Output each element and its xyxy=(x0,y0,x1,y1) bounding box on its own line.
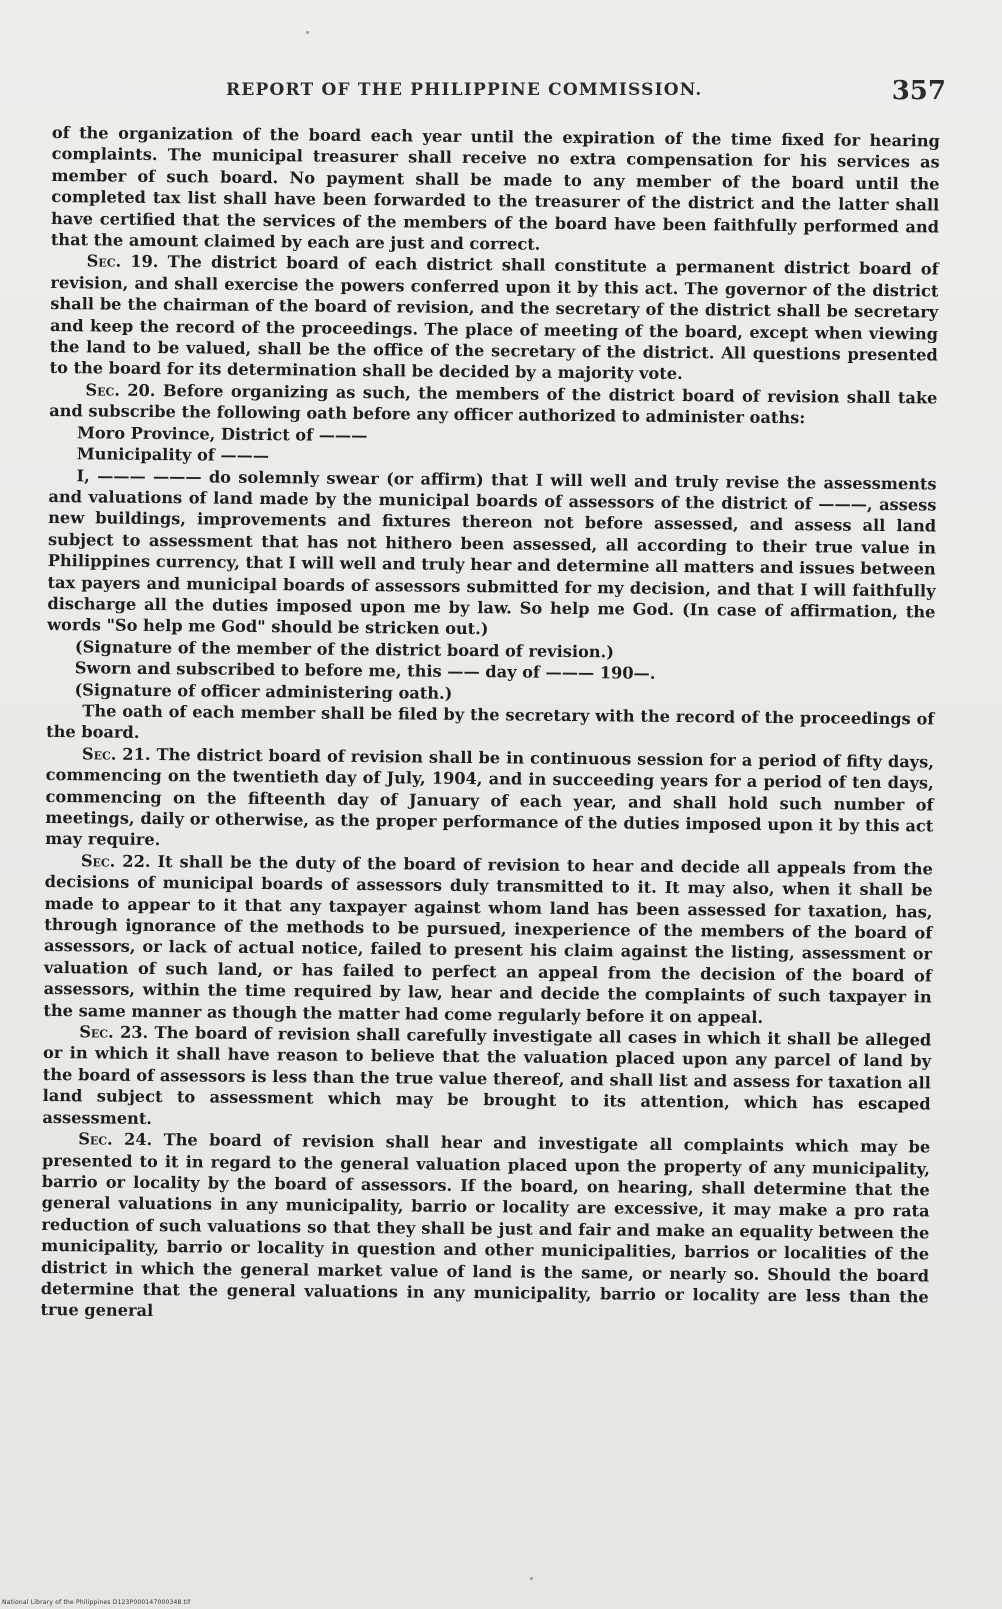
section-label: Sec. 23. xyxy=(79,1022,149,1043)
oath-form-province: Moro Province, District of ——— xyxy=(76,422,368,445)
oath-form-municipality: Municipality of ——— xyxy=(76,444,270,466)
section-text: The district board of each district shall constitute a permanent district board of revision, and shall exercise the powers conferred upon it by this act. The governor of the district shall be the chairman of the board of revision, and the secretary of the district shall be secretary and keep the record of the proceedings. The place of meeting of the board, except when viewing the land to be valued, shall be the office of the secretary of the district. All questions presented to the board for its determination shall be decided by a majority vote. xyxy=(49,252,939,384)
section-19 xyxy=(50,250,939,387)
signature-officer: (Signature of officer administering oath.) xyxy=(74,679,453,703)
scan-source-footer: National Library of the Philippines D123P000147000348.tif xyxy=(2,1599,191,1606)
oath-filing: The oath of each member shall be filed by the secretary with the record of the proceedings of the board. xyxy=(46,701,935,743)
section-label: Sec. 24. xyxy=(78,1129,153,1150)
scan-speck xyxy=(530,1577,533,1580)
page-header xyxy=(226,76,946,110)
signature-member: (Signature of the member of the district board of revision.) xyxy=(74,636,615,662)
section-21 xyxy=(45,743,934,859)
section-text: The board of revision shall hear and investigate all complaints which may be presented to it in regard to the general valuation placed upon the property of any municipality, barrio or locality by the board of assessors. If the board, on hearing, shall determine that the general valuations in any municipality, barrio or locality are excessive, it may make a pro rata reduction of such valuations so that they shall be just and fair and make an equality between the municipality, barrio or locality in question and other municipalities, barrios or localities of the district in which the general market value of land is the same, or nearly so. Should the board determine that the general valuations in any municipality, barrio or locality are less than the true general xyxy=(40,1130,931,1321)
page-number: 357 xyxy=(891,76,946,106)
section-label: Sec. 21. xyxy=(81,744,151,764)
section-text: The district board of revision shall be in continuous session for a period of fifty days, commencing on the twentieth day of July, 1904, and in succeeding years for a period of ten days, commencing on the fifteenth day of January of each year, and shall hold such number of meetings, daily or otherwise, as the proper performance of the duties imposed upon it by this act may require. xyxy=(45,744,934,850)
section-label: Sec. 22. xyxy=(80,851,151,871)
section-text: It shall be the duty of the board of revision to hear and decide all appeals from the decisions of municipal boards of assessors duly transmitted to it. It may also, when it shall be made to appear to it that any taxpayer against whom land has been assessed for taxation, has, through ignorance of the methods to be pursued, inexperience of the members of the board of assessors, or lack of actual notice, failed to present his claim against the listing, assessment or valuation of such land, or has failed to perfect an appeal from the decision of the board of assessors, within the time required by law, hear and decide the complaints of such taxpayer in the same manner as though the matter had come regularly before it on appeal. xyxy=(43,851,933,1027)
paragraph-continuation: of the organization of the board each year until the expiration of the time fixed for hearing complaints. The municipal treasurer shall receive no extra compensation for his services as member of such board. No payment shall be made to any member of the board until the completed tax list shall have been forwarded to the treasurer of the district and the latter shall have certified that the services of the members of the board have been faithfully performed and that the amount claimed by each are just and correct. xyxy=(50,122,940,254)
section-24 xyxy=(40,1128,930,1329)
page-body xyxy=(40,122,939,1329)
section-23 xyxy=(42,1021,931,1137)
running-head: REPORT OF THE PHILIPPINE COMMISSION. xyxy=(226,80,703,100)
section-label: Sec. 19. xyxy=(86,251,159,272)
scan-speck xyxy=(306,31,309,34)
section-text: Before organizing as such, the members of the district board of revision shall take and subscribe the following oath before any officer authorized to administer oaths: xyxy=(49,380,938,428)
section-22 xyxy=(43,850,933,1030)
sworn-line: Sworn and subscribed to before me, this —— day of ——— 190—. xyxy=(74,658,656,683)
section-text: The board of revision shall carefully investigate all cases in which it shall be alleged or in which it shall have reason to believe that the valuation placed upon any parcel of land by the board of assessors is less than the true value thereof, and shall list and assess for taxation all land subject to assessment which may be brought to its attention, which has escaped assessment. xyxy=(42,1023,932,1128)
section-label: Sec. 20. xyxy=(85,380,156,400)
oath-text: I, ——— ——— do solemnly swear (or affirm) that I will well and truly revise the assessments and valuations of land made by the municipal boards of assessors of the district of ———, assess new buildings, improvements and fixtures thereon not before assessed, and assess all land subject to assessment that has not hithero been assessed, all according to their true value in Philippines currency, that I will well and truly hear and determine all matters and issues between tax payers and municipal boards of assessors submitted for my decision, and that I will faithfully discharge all the duties imposed upon me by law. So help me God. (In case of affirmation, the words "So help me God" should be stricken out.) xyxy=(47,465,937,639)
